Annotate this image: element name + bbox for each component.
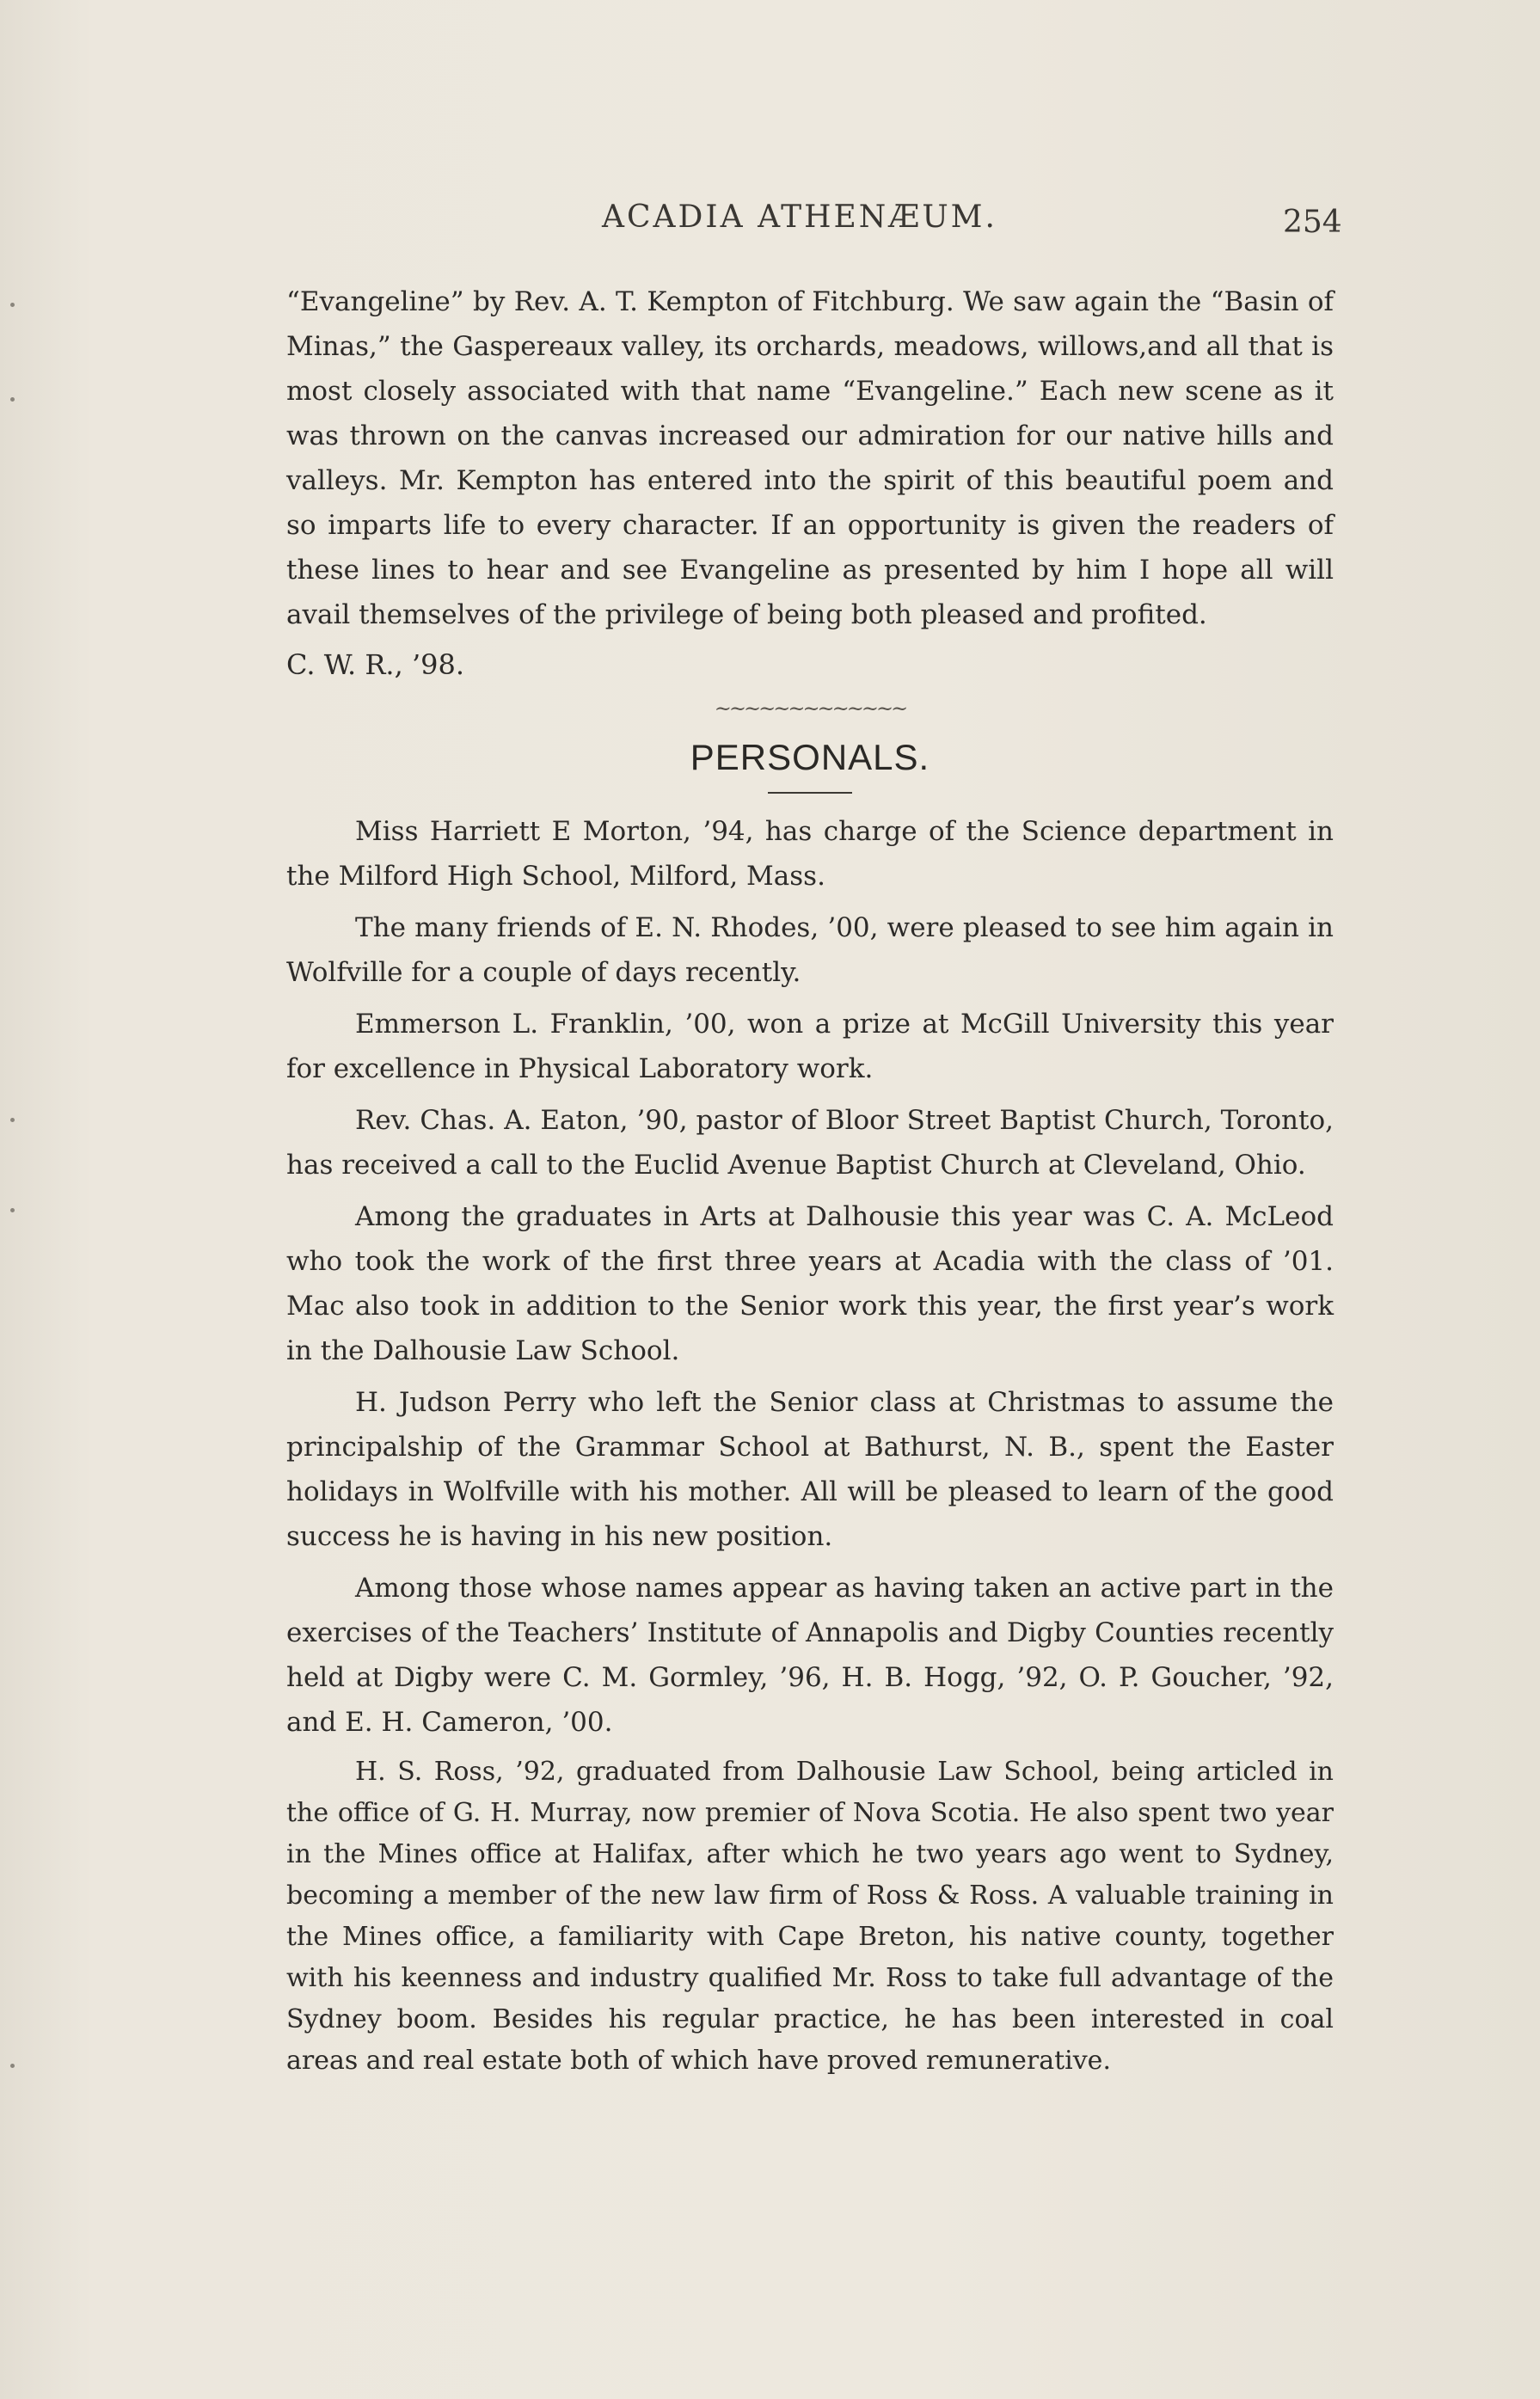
personal-paragraph: H. Judson Perry who left the Senior class at Christmas to assume the principalship of the Grammar School at Bathurst, N. B., spent the Easter holidays in Wolfville with his mother. All will be pleased to learn of the good success he is having in his new position.: [286, 1387, 1334, 1552]
page-number: 254: [1283, 205, 1342, 240]
margin-mark: [10, 2064, 15, 2068]
page-header: [0, 199, 1540, 251]
margin-mark: [10, 303, 15, 307]
page-content: [286, 279, 1334, 2082]
personal-paragraph: The many friends of E. N. Rhodes, ’00, were pleased to see him again in Wolfville for a couple of days recently.: [286, 912, 1334, 988]
margin-mark: [10, 1208, 15, 1212]
running-head: ACADIA ATHENÆUM.: [602, 199, 997, 235]
article-signature: C. W. R., ’98.: [286, 648, 464, 681]
personal-paragraph: Rev. Chas. A. Eaton, ’90, pastor of Bloor Street Baptist Church, Toronto, has received a call to the Euclid Avenue Baptist Church at Cleveland, Ohio.: [286, 1105, 1334, 1181]
personal-paragraph: Among the graduates in Arts at Dalhousie this year was C. A. McLeod who took the work of the first three years at Acadia with the class of ’01. Mac also took in addition to the Senior work this year, the first year’s work in the Dalhousie Law School.: [286, 1201, 1334, 1366]
title-rule: [768, 792, 852, 794]
margin-mark: [10, 397, 15, 402]
personal-paragraph: Miss Harriett E Morton, ’94, has charge of the Science department in the Milford High School, Milford, Mass.: [286, 816, 1334, 892]
personal-paragraph: Emmerson L. Franklin, ’00, won a prize at McGill University this year for excellence in Physical Laboratory work.: [286, 1009, 1334, 1084]
article-continuation: “Evangeline” by Rev. A. T. Kempton of Fitchburg. We saw again the “Basin of Minas,” the Gaspereaux valley, its orchards, meadows, willows,and all that is most closely associated with that name “Evangeline.” Each new scene as it was thrown on the canvas increased our admiration for our native hills and valleys. Mr. Kempton has entered into the spirit of this beautiful poem and so imparts life to every character. If an opportunity is given the readers of these lines to hear and see Evangeline as presented by him I hope all will avail themselves of the privilege of being both pleased and profited.: [286, 286, 1334, 630]
section-ornament: ~~~~~~~~~~~~~: [714, 696, 906, 721]
margin-mark: [10, 1118, 15, 1122]
section-title: PERSONALS.: [690, 737, 930, 777]
personal-paragraph: H. S. Ross, ’92, graduated from Dalhousie Law School, being articled in the office of G. H. Murray, now premier of Nova Scotia. He also spent two year in the Mines office at Halifax, after which he two years ago went to Sydney, becoming a member of the new law firm of Ross & Ross. A valuable training in the Mines office, a familiarity with Cape Breton, his native county, together with his keenness and industry qualified Mr. Ross to take full advantage of the Sydney boom. Besides his regular practice, he has been interested in coal areas and real estate both of which have proved remunerative.: [286, 1757, 1334, 2076]
personal-paragraph: Among those whose names appear as having taken an active part in the exercises of the Teachers’ Institute of Annapolis and Digby Counties recently held at Digby were C. M. Gormley, ’96, H. B. Hogg, ’92, O. P. Goucher, ’92, and E. H. Cameron, ’00.: [286, 1573, 1334, 1738]
